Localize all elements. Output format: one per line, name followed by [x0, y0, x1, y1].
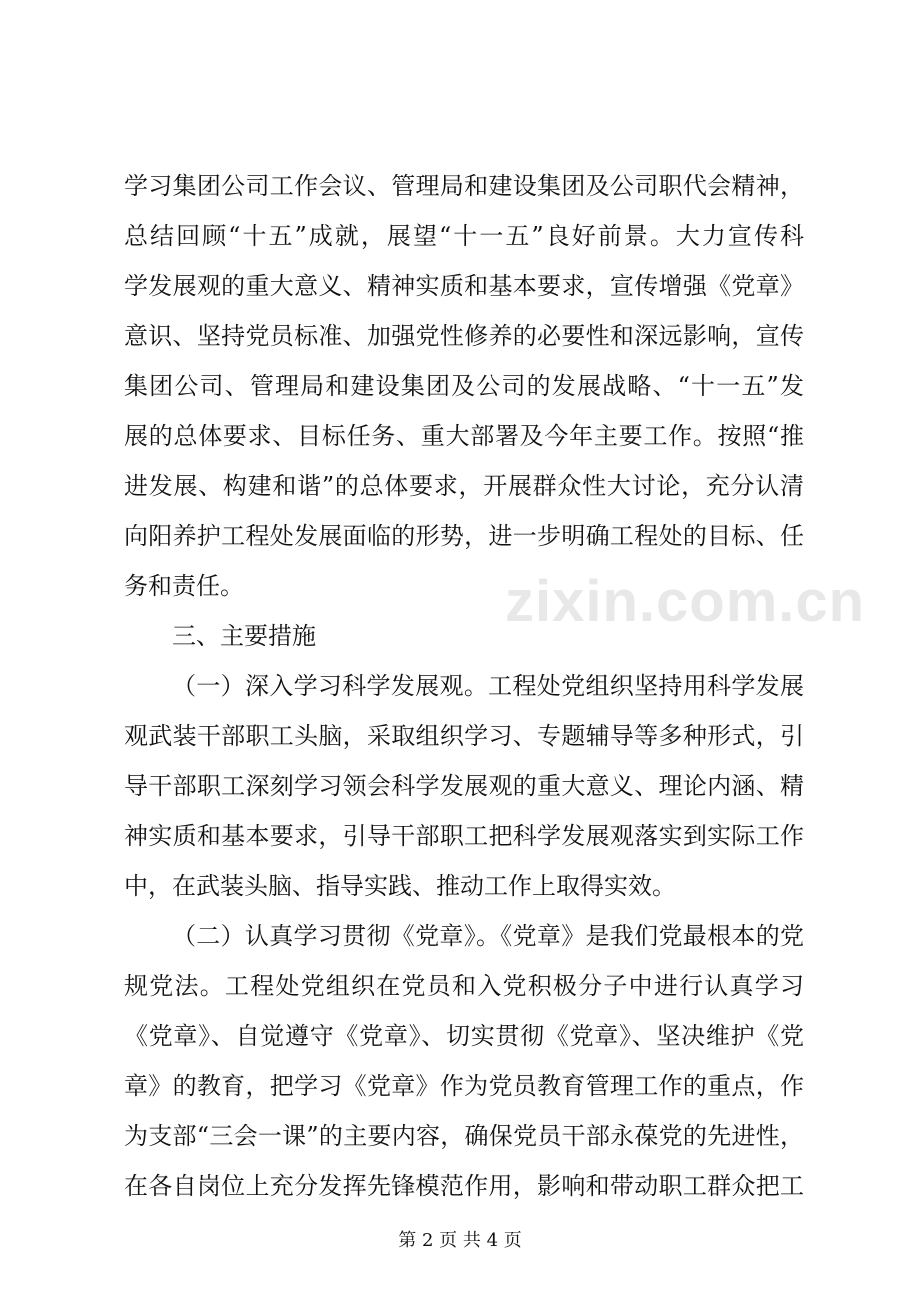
- body-text-line: 集团公司、管理局和建设集团及公司的发展战略、“十一五”发: [124, 372, 804, 400]
- body-text-line: 规党法。工程处党组织在党员和入党积极分子中进行认真学习: [124, 972, 804, 1000]
- body-text-line: 在各自岗位上充分发挥先锋模范作用，影响和带动职工群众把工: [124, 1172, 804, 1200]
- body-text-line: 《党章》、自觉遵守《党章》、切实贯彻《党章》、坚决维护《党: [124, 1022, 804, 1050]
- watermark: zixin.com.cn: [505, 569, 866, 634]
- body-text-line: 务和责任。: [124, 572, 244, 600]
- body-text-line: 导干部职工深刻学习领会科学发展观的重大意义、理论内涵、精: [124, 772, 804, 800]
- body-text-line: 神实质和基本要求，引导干部职工把科学发展观落实到实际工作: [124, 822, 804, 850]
- page-footer: 第 2 页 共 4 页: [398, 1230, 522, 1251]
- body-text-line: 进发展、构建和谐”的总体要求，开展群众性大讨论，充分认清: [124, 472, 804, 500]
- body-text-line: 章》的教育，把学习《党章》作为党员教育管理工作的重点，作: [124, 1072, 804, 1100]
- body-text-line: 观武装干部职工头脑，采取组织学习、专题辅导等多种形式，引: [124, 722, 804, 750]
- body-text-line: 意识、坚持党员标准、加强党性修养的必要性和深远影响，宣传: [124, 322, 804, 350]
- body-text-line: 学发展观的重大意义、精神实质和基本要求，宣传增强《党章》: [124, 272, 804, 300]
- body-text-line: 为支部“三会一课”的主要内容，确保党员干部永葆党的先进性，: [124, 1122, 804, 1150]
- section-heading: 三、主要措施: [172, 622, 316, 650]
- body-text-line: 总结回顾“十五”成就，展望“十一五”良好前景。大力宣传科: [124, 222, 804, 250]
- body-text-line: （一）深入学习科学发展观。工程处党组织坚持用科学发展: [172, 672, 804, 700]
- body-text-line: 向阳养护工程处发展面临的形势，进一步明确工程处的目标、任: [124, 522, 804, 550]
- body-text-line: 中，在武装头脑、指导实践、推动工作上取得实效。: [124, 872, 676, 900]
- body-text-line: （二）认真学习贯彻《党章》。《党章》是我们党最根本的党: [172, 922, 804, 950]
- body-text-line: 展的总体要求、目标任务、重大部署及今年主要工作。按照“推: [124, 422, 804, 450]
- body-text-line: 学习集团公司工作会议、管理局和建设集团及公司职代会精神，: [124, 172, 804, 200]
